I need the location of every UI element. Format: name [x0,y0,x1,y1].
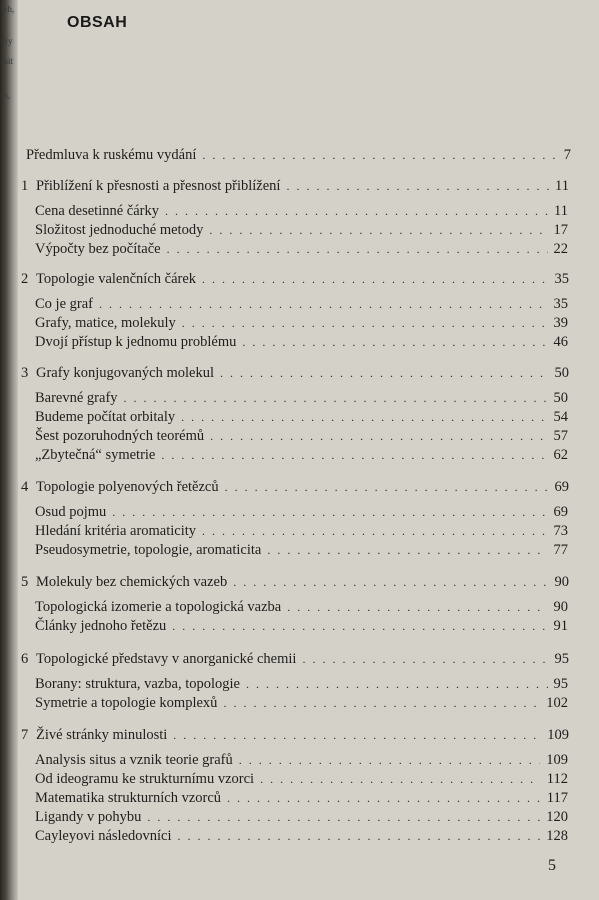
section-title: Borany: struktura, vazba, topologie [35,676,240,692]
gutter-text: m, [1,90,11,100]
gutter-text: mit [1,56,14,66]
section-page: 91 [553,618,568,634]
page-number: 5 [548,857,556,874]
leader-dots [287,598,547,616]
toc-chapter-1 [21,177,569,195]
leader-dots [202,270,548,288]
section-title: Topologická izomerie a topologická vazba [35,599,282,615]
chapter-number: 7 [21,727,29,743]
toc-section [35,295,568,313]
section-page: 39 [553,315,568,331]
section-page: 128 [546,828,568,844]
section-page: 77 [553,542,568,558]
section-title: „Zbytečná“ symetrie [35,447,156,463]
leader-dots [246,675,548,693]
section-title: Barevné grafy [35,390,118,406]
gutter-text: ary [1,36,13,46]
chapter-page: 95 [554,651,569,667]
toc-section [35,240,568,258]
section-title: Grafy, matice, molekuly [35,315,176,331]
section-page: 46 [553,334,568,350]
section-title: Výpočty bez počítače [35,241,161,257]
section-title: Dvojí přístup k jednomu problému [35,334,237,350]
toc-chapter-6 [21,650,569,668]
chapter-title: Grafy konjugovaných molekul [36,365,214,381]
leader-dots [124,389,548,407]
chapter-number: 1 [21,178,29,194]
section-title: Osud pojmu [35,504,107,520]
section-title: Matematika strukturních vzorců [35,790,222,806]
section-page: 35 [553,296,568,312]
leader-dots [202,522,547,540]
toc-chapter-5 [21,573,569,591]
section-title: Co je graf [35,296,93,312]
leader-dots [220,364,549,382]
section-title: Pseudosymetrie, topologie, aromaticita [35,542,262,558]
leader-dots [233,573,548,591]
section-page: 73 [553,523,568,539]
section-title: Šest pozoruhodných teorémů [35,428,205,444]
toc-section [35,408,568,426]
toc-section [35,503,568,521]
toc-section [35,221,568,239]
section-page: 50 [553,390,568,406]
leader-dots [202,146,557,164]
section-page: 69 [553,504,568,520]
toc-section [35,617,568,635]
chapter-title: Topologie valenčních čárek [36,271,197,287]
leader-dots [223,694,540,712]
toc-section [35,598,568,616]
leader-dots [210,427,547,445]
section-page: 54 [553,409,568,425]
leader-dots [178,827,541,845]
leader-dots [267,541,547,559]
chapter-page: 109 [547,727,569,743]
leader-dots [165,202,548,220]
leader-dots [99,295,548,313]
toc-section [35,333,568,351]
chapter-page: 90 [554,574,569,590]
section-page: 62 [553,447,568,463]
chapter-title: Přiblížení k přesnosti a přesnost přiblížení [36,178,281,194]
toc-chapter-4 [21,478,569,496]
toc-section [35,522,568,540]
section-page: 102 [546,695,568,711]
section-page: 11 [554,203,568,219]
section-page: 57 [553,428,568,444]
book-gutter [0,0,18,900]
chapter-page: 50 [554,365,569,381]
leader-dots [225,478,549,496]
section-page: 109 [546,752,568,768]
toc-chapter-3 [21,364,569,382]
toc-section [35,427,568,445]
toc-section [35,675,568,693]
chapter-number: 4 [21,479,29,495]
leader-dots [172,617,547,635]
chapter-page: 35 [554,271,569,287]
chapter-title: Topologie polyenových řetězců [36,479,219,495]
toc-section [35,827,568,845]
chapter-title: Molekuly bez chemických vazeb [36,574,228,590]
leader-dots [112,503,547,521]
chapter-page: 69 [554,479,569,495]
toc-section [35,789,568,807]
chapter-number: 5 [21,574,29,590]
chapter-number: 3 [21,365,29,381]
toc-section [35,751,568,769]
toc-section [35,446,568,464]
section-page: 120 [546,809,568,825]
section-title: Budeme počítat orbitaly [35,409,176,425]
section-title: Ligandy v pohybu [35,809,142,825]
section-title: Od ideogramu ke strukturnímu vzorci [35,771,255,787]
chapter-title: Živé stránky minulosti [36,727,168,743]
chapter-number: 6 [21,651,29,667]
section-page: 90 [553,599,568,615]
gutter-text: ieh, [1,4,15,14]
section-page: 17 [553,222,568,238]
toc-entry-title: Předmluva k ruskému vydání [26,147,197,163]
section-page: 117 [546,790,568,806]
leader-dots [286,177,549,195]
toc-section [35,770,568,788]
section-title: Hledání kritéria aromaticity [35,523,197,539]
toc-section [35,808,568,826]
leader-dots [209,221,547,239]
section-title: Symetrie a topologie komplexů [35,695,218,711]
section-title: Cayleyovi následovníci [35,828,172,844]
leader-dots [260,770,541,788]
section-page: 95 [553,676,568,692]
leader-dots [161,446,547,464]
chapter-page: 11 [555,178,569,194]
toc-chapter-2 [21,270,569,288]
section-title: Analysis situs a vznik teorie grafů [35,752,233,768]
section-title: Cena desetinné čárky [35,203,160,219]
section-page: 112 [546,771,568,787]
toc-section [35,694,568,712]
toc-section [35,541,568,559]
page-title: OBSAH [67,14,128,31]
leader-dots [227,789,541,807]
section-title: Složitost jednoduché metody [35,222,204,238]
toc-section [35,314,568,332]
leader-dots [147,808,540,826]
toc-entry-page: 7 [563,147,571,163]
toc-chapter-7 [21,726,569,744]
leader-dots [182,314,548,332]
chapter-number: 2 [21,271,29,287]
section-title: Články jednoho řetězu [35,618,167,634]
leader-dots [167,240,548,258]
leader-dots [181,408,547,426]
section-page: 22 [553,241,568,257]
leader-dots [173,726,541,744]
chapter-title: Topologické představy v anorganické chemii [36,651,297,667]
leader-dots [242,333,547,351]
leader-dots [239,751,541,769]
toc-section [35,202,568,220]
toc-entry-preface [26,146,571,164]
leader-dots [302,650,548,668]
toc-section [35,389,568,407]
